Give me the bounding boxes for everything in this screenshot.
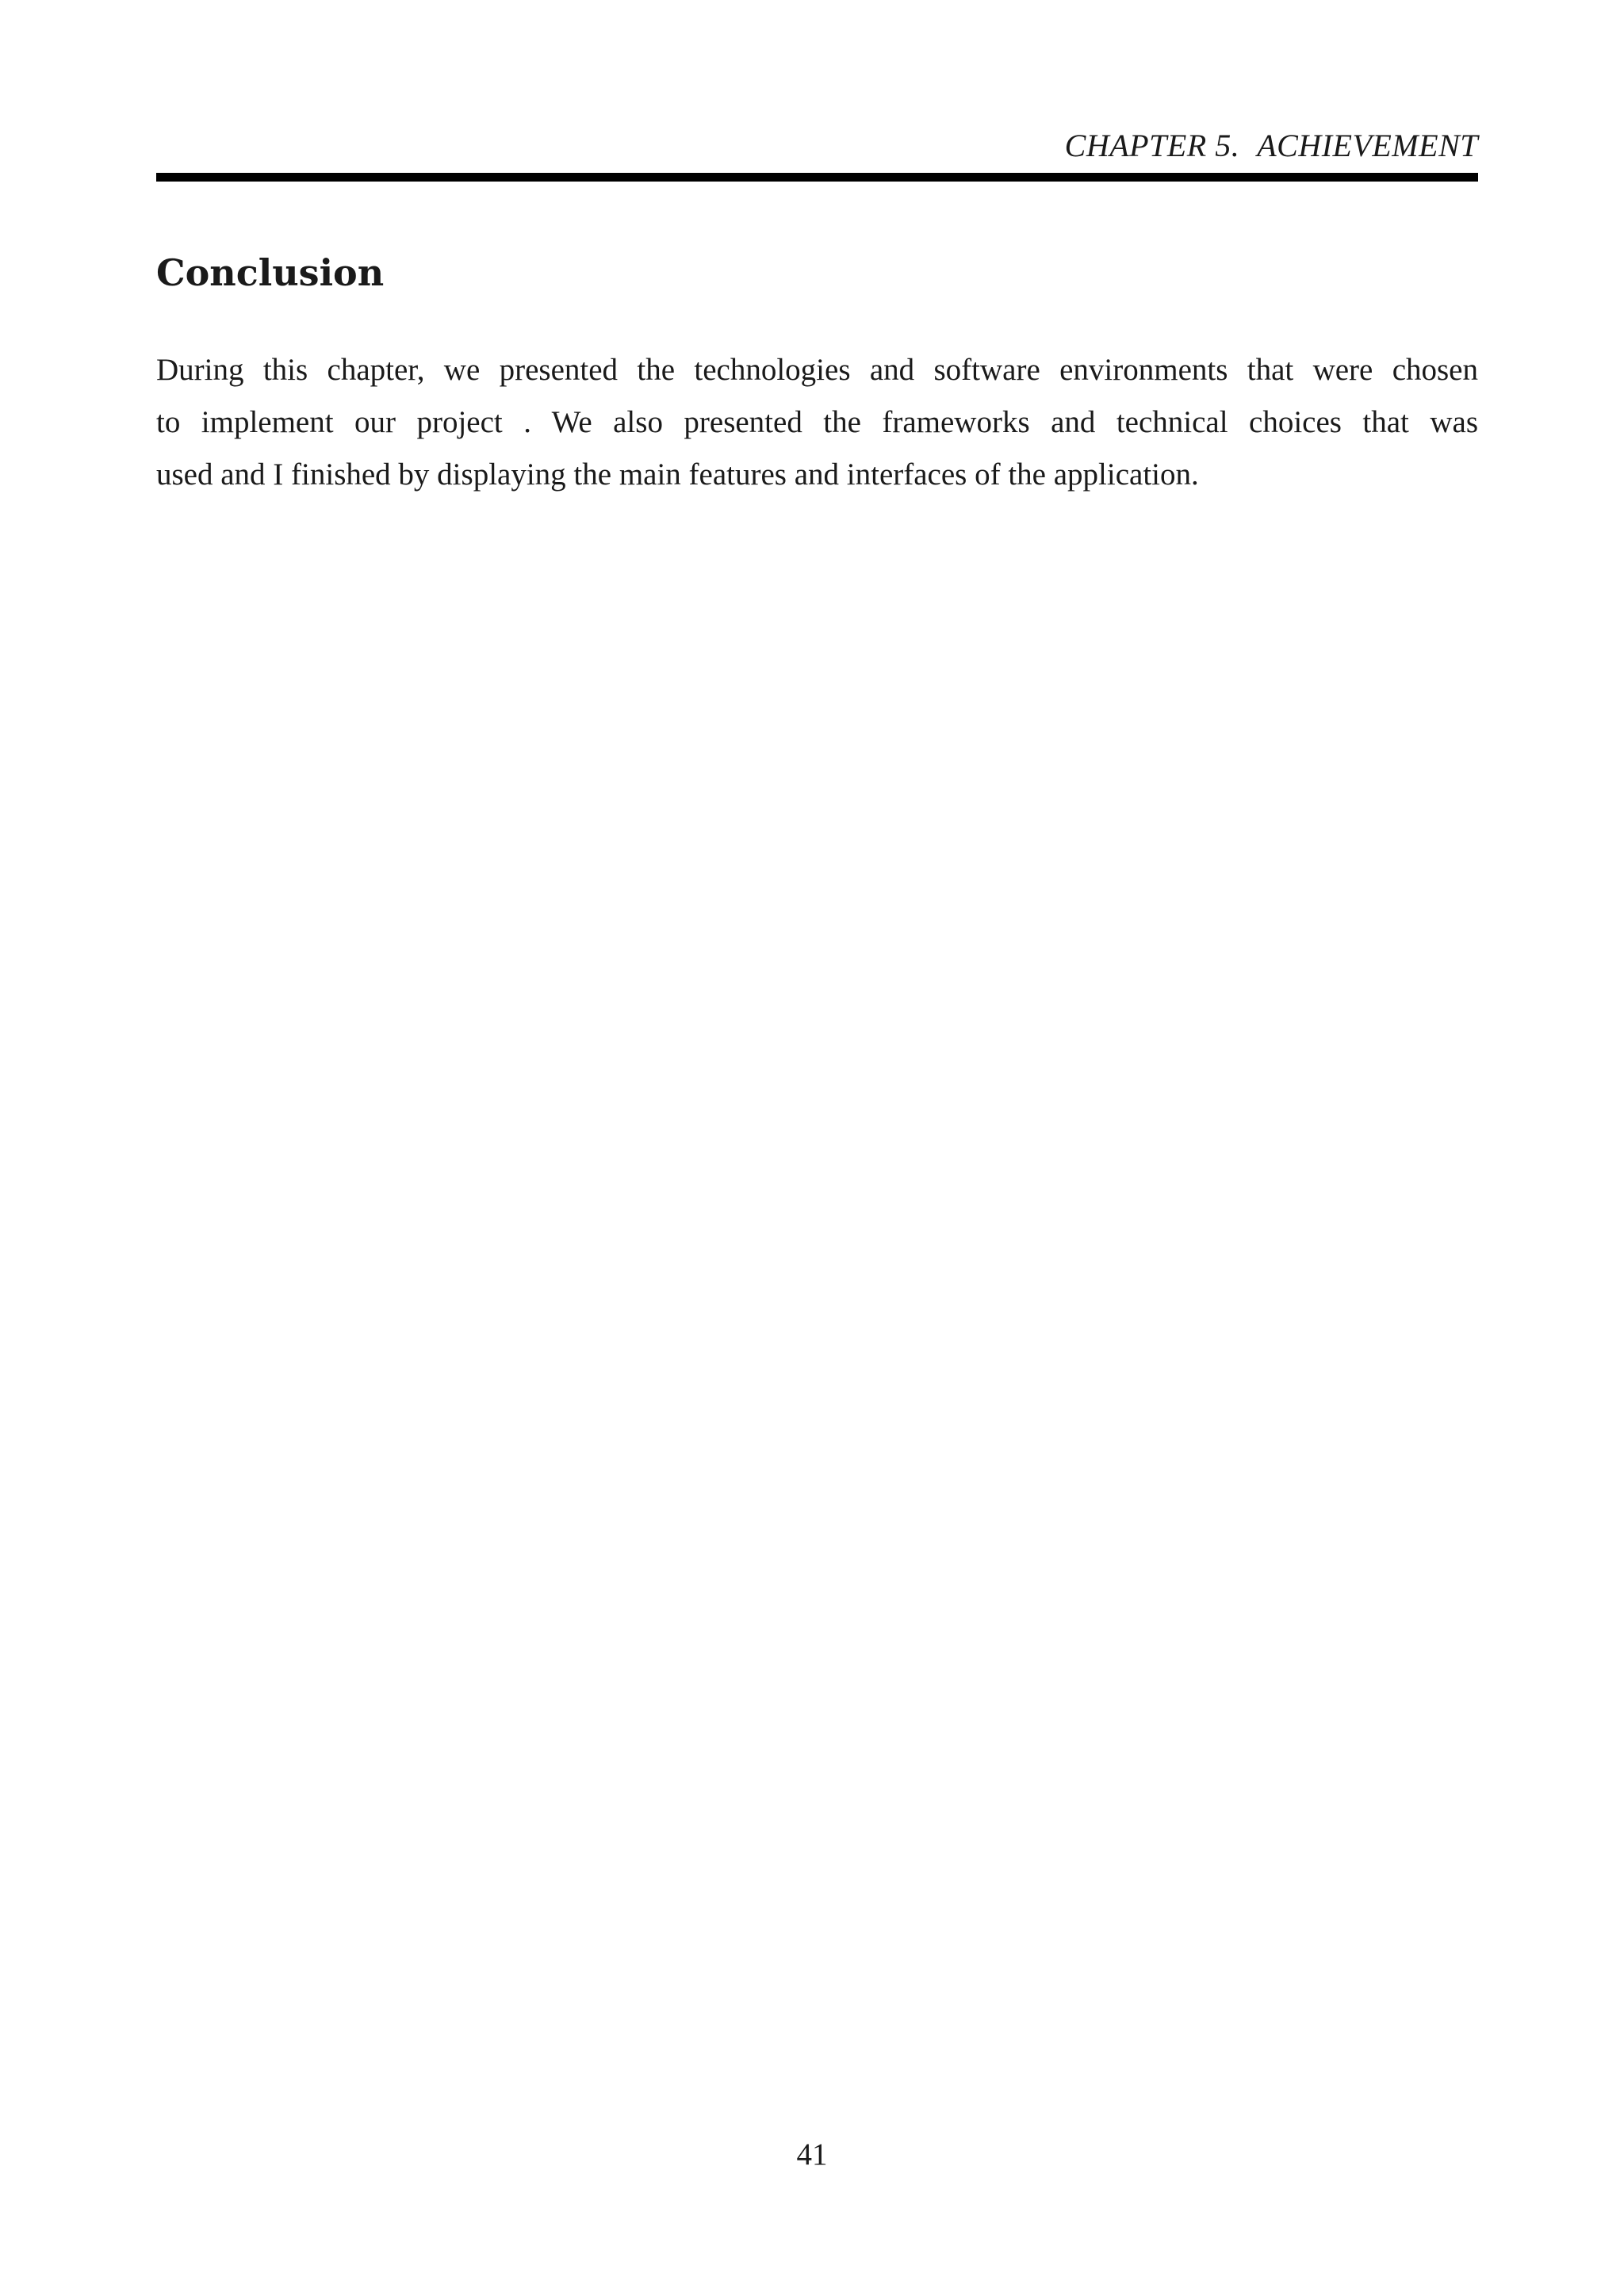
section-title: Conclusion [156,251,385,294]
page-number: 41 [796,2137,828,2172]
body-line: During this chapter, we presented the technologies and software environments that were chosen [156,353,1478,387]
running-header [156,127,1478,165]
body-line: used and I finished by displaying the main features and interfaces of the application. [156,457,1199,492]
chapter-title: ACHIEVEMENT [1257,128,1478,163]
chapter-label: CHAPTER 5. [1064,128,1240,163]
body-line: to implement our project . We also presented the frameworks and technical choices that was [156,405,1478,439]
header-rule [156,173,1478,182]
body-paragraph [156,344,1478,501]
